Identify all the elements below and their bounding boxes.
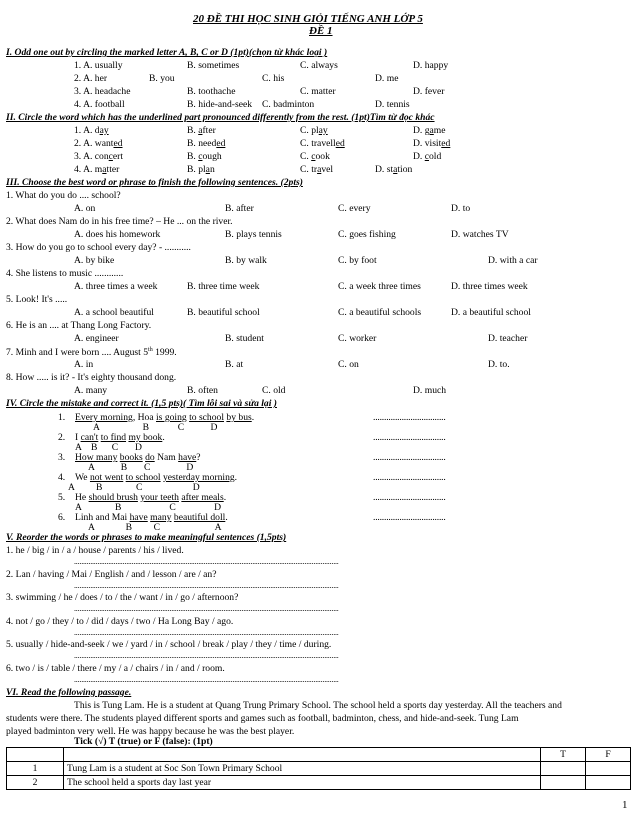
sentence-text: . [251, 412, 255, 423]
answer-blank[interactable]: ................................. [373, 452, 446, 463]
sentence-text: Nam [154, 452, 179, 463]
s2-r1-d: D. game [413, 125, 446, 136]
true-answer-cell[interactable] [541, 776, 586, 790]
false-answer-cell[interactable] [586, 762, 631, 776]
s1-r1-b: B. sometimes [187, 60, 240, 71]
s3-q3: 3. How do you go to school every day? - ........... [6, 242, 191, 253]
s1-r3-d: D. fever [413, 86, 445, 97]
underlined-option[interactable]: can't [80, 432, 99, 443]
reorder-question: 5. usually / hide-and-seek / we / yard / in / school / break / play / they / time / during. [6, 639, 332, 651]
underlined-option[interactable]: have [129, 512, 148, 523]
answer-blank[interactable]: ................................. [373, 412, 446, 423]
s3-q3-d: D. with a car [488, 255, 538, 266]
underlined-option[interactable]: by bus [226, 412, 252, 423]
s3-q2-b: B. plays tennis [225, 229, 282, 240]
s1-r2-a: 2. A. her [74, 73, 108, 84]
table-header-row [7, 748, 631, 762]
section-1-heading: I. Odd one out by circling the marked letter A, B, C or D (1pt)(chọn từ khác loại ) [6, 47, 328, 58]
answer-blank[interactable]: ................................. [373, 472, 446, 483]
underlined-option[interactable]: your teeth [140, 492, 179, 503]
s3-q6-d: D. teacher [488, 333, 528, 344]
reorder-question: 4. not / go / they / to / did / days / two / Ha Long Bay / ago. [6, 615, 234, 627]
sentence-number: 1. [58, 412, 66, 423]
true-answer-cell[interactable] [541, 762, 586, 776]
option-letters: A B C A [88, 522, 222, 533]
s2-r4-a: 4. A. matter [74, 164, 120, 175]
sentence-text: , Hoa [132, 412, 157, 423]
s3-q4-d: D. three times week [451, 281, 528, 292]
s3-q5-c: C. a beautiful schools [338, 307, 422, 318]
sentence-number: 2. [58, 432, 66, 443]
s1-r4-a: 4. A. football [74, 99, 125, 110]
sentence-text: . [223, 492, 227, 503]
tick-mark-icon: √ [98, 736, 104, 747]
reorder-question: 2. Lan / having / Mai / English / and / lesson / are / an? [6, 568, 217, 580]
s3-q2-c: C. goes fishing [338, 229, 396, 240]
s3-q4-b: B. three time week [187, 281, 260, 292]
table-row [7, 762, 631, 776]
sentence-number: 3. [58, 452, 66, 463]
s1-r3-b: B. toothache [187, 86, 236, 97]
s2-r4-b: B. plan [187, 164, 215, 175]
sentence-text: I [75, 432, 81, 443]
s3-q5-d: D. a beautiful school [451, 307, 531, 318]
s3-q5-a: A. a school beautiful [74, 307, 154, 318]
underlined-option[interactable]: many [150, 512, 172, 523]
s1-r1-d: D. happy [413, 60, 449, 71]
s3-q1-b: B. after [225, 203, 254, 214]
page-title: 20 ĐỀ THI HỌC SINH GIỎI TIẾNG ANH LỚP 5 [193, 13, 423, 25]
true-false-table [6, 747, 631, 790]
s3-q3-a: A. by bike [74, 255, 115, 266]
s1-r4-d: D. tennis [375, 99, 410, 110]
underlined-option[interactable]: after meals [181, 492, 224, 503]
s3-q2: 2. What does Nam do in his free time? – He ... on the river. [6, 216, 233, 227]
s1-r1-a: 1. A. usually [74, 60, 123, 71]
answer-line[interactable]: ................................................................................................................................................... [74, 651, 339, 661]
s3-q5: 5. Look! It's ..... [6, 294, 68, 305]
s2-r2-d: D. visited [413, 138, 451, 149]
reorder-question: 1. he / big / in / a / house / parents / his / lived. [6, 545, 184, 556]
false-answer-cell[interactable] [586, 776, 631, 790]
sentence-number: 6. [58, 512, 66, 523]
s2-r2-c: C. travelled [300, 138, 345, 149]
s2-r4-c: C. travel [300, 164, 334, 175]
sentence-text: . [162, 432, 165, 443]
false-column-header: F [586, 748, 631, 762]
s1-r2-d: D. me [375, 73, 399, 84]
s2-r1-c: C. play [300, 125, 328, 136]
s3-q3-b: B. by walk [225, 255, 267, 266]
underlined-option[interactable]: How many [75, 452, 118, 463]
s3-q1: 1. What do you do .... school? [6, 190, 121, 201]
underlined-option[interactable]: to school [189, 412, 224, 423]
page-subtitle: ĐỀ 1 [309, 25, 333, 37]
underlined-option[interactable]: books [119, 452, 143, 463]
row-statement: The school held a sports day last year [64, 776, 541, 790]
s1-r3-a: 3. A. headache [74, 86, 131, 97]
underlined-option[interactable]: my book [128, 432, 163, 443]
sentence-text: He [75, 492, 89, 503]
s2-r3-d: D. cold [413, 151, 442, 162]
answer-blank[interactable]: ................................. [373, 492, 446, 503]
s2-r3-b: B. cough [187, 151, 222, 162]
s1-r4-b: B. hide-and-seek [187, 99, 253, 110]
s3-q6: 6. He is an .... at Thang Long Factory. [6, 320, 152, 331]
underlined-option[interactable]: is going [156, 412, 187, 423]
answer-line[interactable]: ................................................................................................................................................... [74, 627, 339, 637]
s1-r3-c: C. matter [300, 86, 336, 97]
s3-q7-a: A. in [74, 359, 94, 370]
underlined-option[interactable]: yesterday morning [163, 472, 235, 483]
s3-q7-d: D. to. [488, 359, 510, 370]
s3-q6-c: C. worker [338, 333, 377, 344]
s3-q3-c: C. by foot [338, 255, 377, 266]
s1-r4-c: C. badminton [262, 99, 315, 110]
option-letters: A B C D [88, 462, 194, 473]
underlined-option[interactable]: to school [125, 472, 161, 483]
s3-q1-d: D. to [451, 203, 471, 214]
answer-line[interactable]: ................................................................................................................................................... [74, 557, 339, 566]
page-number: 1 [622, 799, 628, 811]
s2-r2-b: B. needed [187, 138, 226, 149]
option-letters: A B C D [93, 422, 218, 433]
sentence-number: 5. [58, 492, 66, 503]
s3-q5-b: B. beautiful school [187, 307, 260, 318]
s3-q2-d: D. watches TV [451, 229, 509, 240]
reorder-question: 6. two / is / table / there / my / a / chairs / in / and / room. [6, 663, 225, 674]
option-letters: A B C D [68, 482, 200, 493]
s3-q7-b: B. at [225, 359, 244, 370]
answer-blank[interactable]: ................................. [373, 512, 446, 523]
s2-r3-c: C. cook [300, 151, 330, 162]
sentence-text: We [75, 472, 90, 483]
answer-line[interactable]: ................................................................................................................................................... [74, 604, 339, 614]
section-2-heading: II. Circle the word which has the underlined part pronounced differently from the rest. (1pt)Tìm từ đọc khác [6, 112, 435, 123]
s3-q4: 4. She listens to music ............ [6, 268, 124, 279]
sentence-text: Linh and Mai [75, 512, 130, 523]
s3-q8-c: C. old [262, 385, 286, 396]
underlined-option[interactable]: Every morning [75, 412, 133, 423]
s2-r3-a: 3. A. concert [74, 151, 124, 162]
table-row [7, 776, 631, 790]
sentence-number: 4. [58, 472, 66, 483]
s3-q8-b: B. often [187, 385, 218, 396]
underlined-option[interactable]: not went [89, 472, 124, 483]
tick-instruction: Tick (√) T (true) or F (false): (1pt) [74, 736, 213, 747]
section-3-heading: III. Choose the best word or phrase to finish the following sentences. (2pts) [6, 177, 303, 188]
s2-r4-d: D. station [375, 164, 413, 175]
s2-r2-a: 2. A. wanted [74, 138, 123, 149]
s1-r2-b: B. you [149, 73, 175, 84]
s2-r1-b: B. after [187, 125, 216, 136]
underlined-option[interactable]: should brush [88, 492, 138, 503]
s3-q8: 8. How ..... is it? - It's eighty thousand dong. [6, 372, 177, 383]
true-column-header: T [541, 748, 586, 762]
reorder-question: 3. swimming / he / does / to / the / want / in / go / afternoon? [6, 592, 239, 604]
s2-r1-a: 1. A. day [74, 125, 109, 136]
row-statement: Tung Lam is a student at Soc Son Town Primary School [64, 762, 541, 776]
section-4-heading: IV. Circle the mistake and correct it. (1,5 pts)( Tìm lỗi sai và sửa lại ) [6, 398, 277, 409]
s3-q6-a: A. engineer [74, 333, 119, 344]
underlined-option[interactable]: do [145, 452, 155, 463]
s3-q8-a: A. many [74, 385, 108, 396]
section-5-heading: V. Reorder the words or phrases to make meaningful sentences (1,5pts) [6, 532, 287, 543]
option-letters: A B C D [75, 502, 222, 513]
underlined-option[interactable]: beautiful doll [173, 512, 226, 523]
passage-line-3: played badminton very well. He was happy because he was the best player. [6, 726, 295, 737]
underlined-option[interactable]: have [178, 452, 197, 463]
s3-q1-a: A. on [74, 203, 96, 214]
passage-line-1: This is Tung Lam. He is a student at Quang Trung Primary School. The school held a sports day yesterday. All the teachers and [74, 700, 562, 711]
option-letters: A B C D [75, 442, 142, 453]
sentence-text: ? [196, 452, 201, 463]
sentence-text: . [225, 512, 228, 523]
s3-q1-c: C. every [338, 203, 371, 214]
answer-blank[interactable]: ................................. [373, 432, 446, 443]
s3-q6-b: B. student [225, 333, 264, 344]
answer-line[interactable]: ................................................................................................................................................... [74, 675, 339, 684]
underlined-option[interactable]: to find [100, 432, 127, 443]
s3-q4-c: C. a week three times [338, 281, 421, 292]
passage-line-2: students were there. The students played different sports and games such as football, badminton, chess, and hide-and-seek. Tung Lam [6, 713, 519, 724]
s1-r1-c: C. always [300, 60, 338, 71]
s3-q7: 7. Minh and I were born .... August 5th 1999. [6, 347, 177, 359]
sentence-text: . [234, 472, 238, 483]
s3-q8-d: D. much [413, 385, 447, 396]
answer-line[interactable]: ................................................................................................................................................... [74, 580, 339, 590]
s1-r2-c: C. his [262, 73, 285, 84]
s3-q7-c: C. on [338, 359, 359, 370]
row-number: 1 [7, 762, 64, 776]
row-number: 2 [7, 776, 64, 790]
s3-q2-a: A. does his homework [74, 229, 161, 240]
s3-q4-a: A. three times a week [74, 281, 158, 292]
section-6-heading: VI. Read the following passage. [6, 687, 132, 698]
